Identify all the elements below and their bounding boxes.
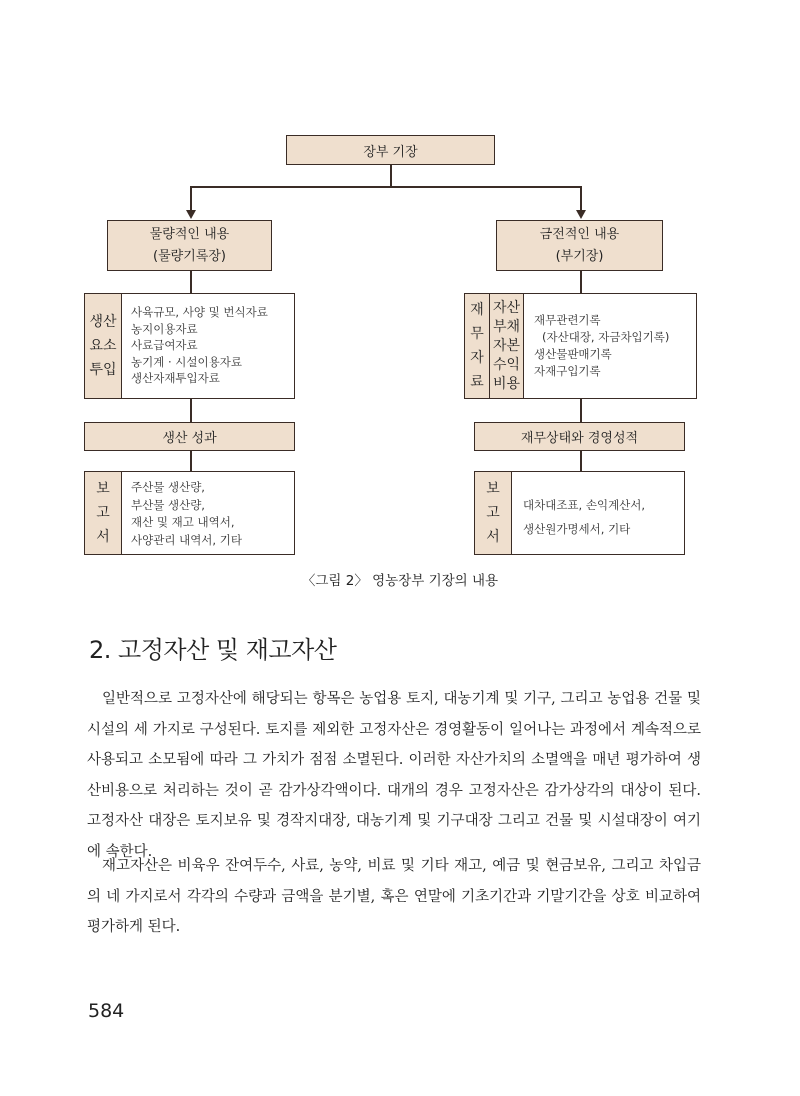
right-finance-tag-1: 재 bbox=[470, 302, 484, 318]
root-label: 장부 기장 bbox=[363, 144, 418, 160]
right-asset-tag-4: 수익 bbox=[492, 356, 521, 373]
right-asset-tag bbox=[490, 294, 524, 398]
right-asset-tag-3: 자본 bbox=[492, 337, 521, 354]
right-report-list bbox=[523, 493, 645, 541]
root-box bbox=[286, 135, 495, 165]
left-title-connector bbox=[190, 271, 192, 294]
left-title-line1: 물량적인 내용 bbox=[149, 226, 230, 242]
right-title-line1: 금전적인 내용 bbox=[539, 226, 620, 242]
left-branch-line bbox=[190, 186, 192, 212]
right-arrow bbox=[576, 210, 586, 219]
right-asset-tag-1: 자산 bbox=[492, 299, 521, 316]
right-finance-list bbox=[534, 312, 669, 380]
left-input-tag bbox=[85, 294, 122, 398]
left-report-list bbox=[131, 479, 242, 549]
right-finance-tag bbox=[465, 294, 490, 398]
list-item: 생산물판매기록 bbox=[534, 347, 612, 361]
list-item: 자재구입기록 bbox=[534, 364, 601, 378]
left-arrow bbox=[186, 210, 196, 219]
list-item: 농기계 · 시설이용자료 bbox=[131, 354, 242, 369]
right-finance-box bbox=[464, 293, 697, 399]
left-report-tag-3: 서 bbox=[96, 529, 110, 545]
page-number: 584 bbox=[88, 1000, 125, 1022]
right-result-connector bbox=[580, 451, 582, 472]
left-title-box bbox=[107, 220, 272, 271]
list-item: 사료급여자료 bbox=[131, 338, 198, 352]
right-report-tag-3: 서 bbox=[486, 529, 500, 545]
list-item: 생산원가명세서, 기타 bbox=[523, 522, 631, 536]
right-finance-tag-2: 무 bbox=[470, 326, 484, 342]
right-title-connector bbox=[580, 271, 582, 294]
right-asset-tag-2: 부채 bbox=[492, 318, 521, 335]
right-branch-line bbox=[580, 186, 582, 212]
right-result-box bbox=[474, 422, 685, 451]
left-report-box bbox=[84, 471, 295, 555]
root-connector bbox=[390, 165, 392, 187]
left-input-connector bbox=[190, 399, 192, 423]
right-finance-tag-3: 자 bbox=[470, 350, 484, 366]
list-item: 재산 및 재고 내역서, bbox=[131, 515, 235, 529]
paragraph-1: 일반적으로 고정자산에 해당되는 항목은 농업용 토지, 대농기계 및 기구, 그리고 농업용 건물 및 시설의 세 가지로 구성된다. 토지를 제외한 고정자산은 경영활동이 일어나는 과정에서 계속적으로 사용되고 소모됨에 따라 그 가치가 점점 소멸된다. 이러한 자산가치의 소멸액을 매년 평가하여 생산비용으로 처리하는 것이 곧 감가상각액이다. 대개의 경우 고정자산은 감가상각의 대상이 된다. 고정자산 대장은 토지보유 및 경작지대장, 대농기계 및 기구대장 그리고 건물 및 시설대장이 여기에 속한다. bbox=[87, 691, 701, 860]
left-report-tag-2: 고 bbox=[96, 505, 110, 521]
list-item: (자산대장, 자금차입기록) bbox=[542, 330, 670, 344]
figure-caption: 〈그림 2〉 영농장부 기장의 내용 bbox=[301, 573, 499, 589]
left-title-line2: (물량기록장) bbox=[153, 248, 226, 264]
list-item: 생산자재투입자료 bbox=[131, 371, 220, 385]
right-title-box bbox=[496, 220, 663, 271]
section-heading: 2. 고정자산 및 재고자산 bbox=[89, 636, 337, 664]
right-result-label: 재무상태와 경영성적 bbox=[520, 431, 639, 446]
right-report-tag-1: 보 bbox=[486, 481, 500, 497]
list-item: 재무관련기록 bbox=[534, 313, 601, 327]
list-item: 사육규모, 사양 및 번식자료 bbox=[131, 305, 268, 319]
left-input-tag-1: 생산 bbox=[89, 314, 117, 330]
left-input-tag-2: 요소 bbox=[89, 338, 117, 354]
right-report-tag-2: 고 bbox=[486, 505, 500, 521]
left-input-box bbox=[84, 293, 295, 399]
left-report-tag-1: 보 bbox=[96, 481, 110, 497]
right-title-line2: (부기장) bbox=[555, 248, 604, 264]
right-finance-tag-4: 료 bbox=[470, 374, 484, 390]
list-item: 대차대조표, 손익계산서, bbox=[523, 498, 646, 512]
paragraph-2: 재고자산은 비육우 잔여두수, 사료, 농약, 비료 및 기타 재고, 예금 및 현금보유, 그리고 차입금의 네 가지로서 각각의 수량과 금액을 분기별, 혹은 연말에 기초기간과 기말기간을 상호 비교하여 평가하게 된다. bbox=[87, 858, 701, 935]
left-report-tag bbox=[85, 472, 122, 554]
list-item: 사양관리 내역서, 기타 bbox=[131, 532, 242, 547]
right-finance-connector bbox=[580, 399, 582, 423]
branch-connector bbox=[190, 186, 582, 188]
left-result-box bbox=[84, 422, 295, 451]
right-report-tag bbox=[475, 472, 512, 554]
right-asset-tag-5: 비용 bbox=[492, 375, 521, 392]
left-input-list bbox=[131, 304, 268, 387]
left-result-label: 생산 성과 bbox=[162, 431, 217, 446]
left-result-connector bbox=[190, 451, 192, 472]
right-report-box bbox=[474, 471, 685, 555]
left-input-tag-3: 투입 bbox=[89, 362, 117, 378]
list-item: 주산물 생산량, bbox=[131, 480, 205, 494]
list-item: 농지이용자료 bbox=[131, 321, 198, 336]
list-item: 부산물 생산량, bbox=[131, 497, 205, 512]
